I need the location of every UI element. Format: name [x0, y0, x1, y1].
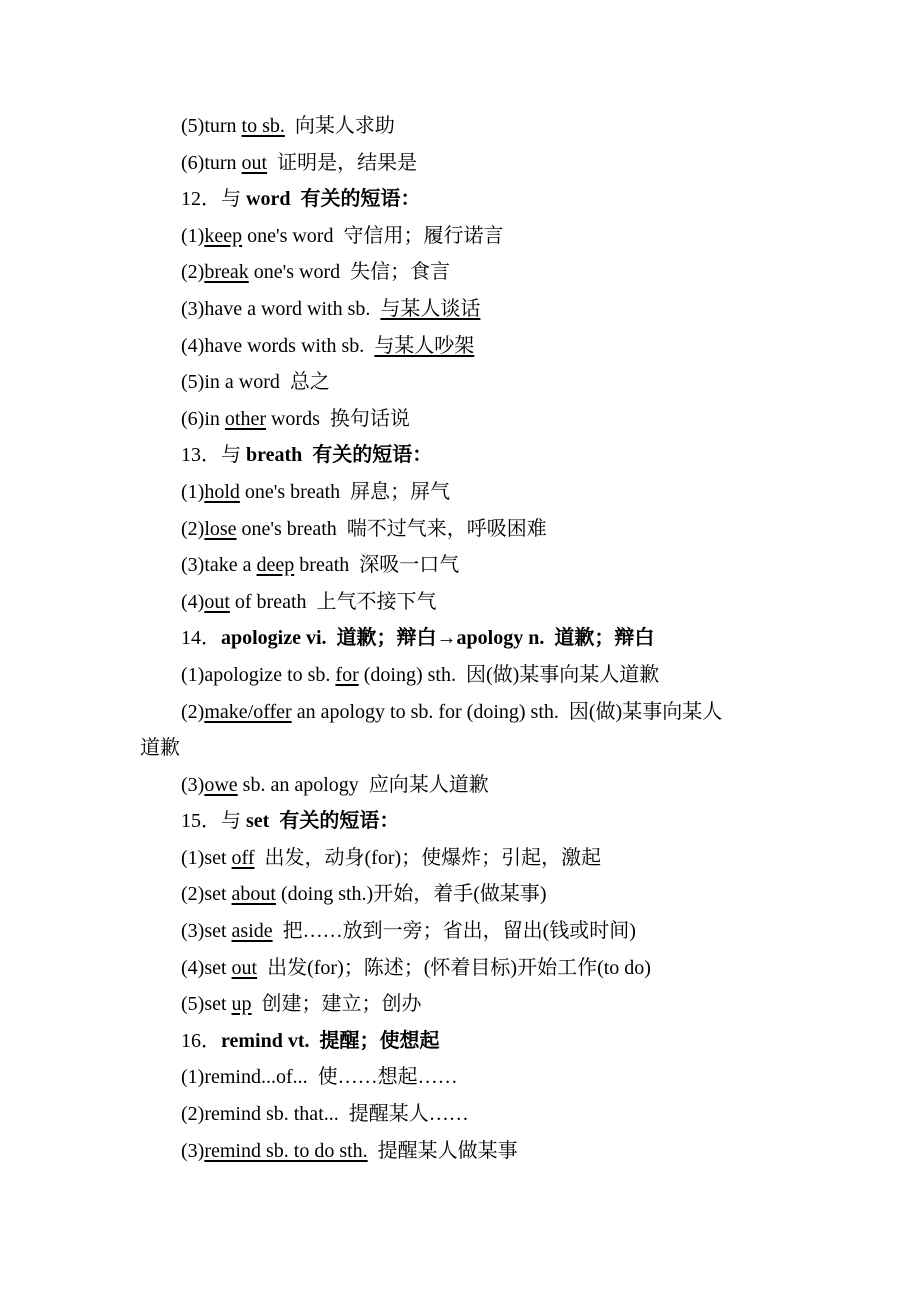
- text-segment: (1): [181, 480, 205, 503]
- text-segment: (2)remind sb. that... 提醒某人……: [181, 1103, 469, 1126]
- text-segment: 出发(for)；陈述；(怀着目标)开始工作(to do): [257, 956, 651, 979]
- text-line: [0, 840, 920, 877]
- text-segment: 12．与: [181, 188, 246, 211]
- underlined-answer: off: [231, 846, 255, 869]
- text-segment: 16．: [181, 1029, 221, 1052]
- underlined-answer: about: [231, 883, 276, 906]
- bold-heading-text: 有关的短语：: [290, 188, 421, 211]
- text-segment: (4)set: [181, 956, 232, 979]
- text-segment: (3)set: [181, 920, 232, 943]
- text-line: [0, 1096, 920, 1133]
- text-segment: 出发，动身(for)；使爆炸；引起，激起: [254, 846, 602, 869]
- text-segment: (1)apologize to sb.: [181, 663, 336, 686]
- text-line: [0, 511, 920, 548]
- underlined-answer: remind sb. to do sth.: [204, 1139, 368, 1162]
- text-segment: words 换句话说: [265, 407, 410, 430]
- text-segment: of breath 上气不接下气: [229, 590, 437, 613]
- text-segment: 创建；建立；创办: [251, 993, 422, 1016]
- text-segment: sb. an apology 应向某人道歉: [237, 773, 489, 796]
- underlined-answer: keep: [204, 224, 243, 247]
- underlined-answer: for: [335, 663, 359, 686]
- underlined-answer: out: [231, 956, 258, 979]
- bold-heading-text: apologize vi. 道歉；辩白→apology n. 道歉；辩白: [221, 627, 655, 650]
- text-line: [0, 145, 920, 182]
- bold-heading-text: 有关的短语：: [269, 810, 400, 833]
- underlined-answer: out: [204, 590, 230, 613]
- text-segment: one's breath 喘不过气来，呼吸困难: [236, 517, 547, 540]
- text-segment: (2)set: [181, 883, 232, 906]
- text-line: [0, 181, 920, 218]
- text-line: [0, 547, 920, 584]
- bold-heading-text: breath: [246, 444, 303, 467]
- text-line: [0, 950, 920, 987]
- text-line: [0, 730, 920, 767]
- underlined-answer: other: [224, 407, 266, 430]
- text-line: [0, 913, 920, 950]
- text-line: [0, 803, 920, 840]
- text-line: [0, 584, 920, 621]
- text-line: [0, 218, 920, 255]
- text-segment: (3): [181, 1139, 205, 1162]
- text-line: [0, 1023, 920, 1060]
- text-segment: 14．: [181, 627, 221, 650]
- text-segment: (6)turn: [181, 151, 242, 174]
- text-line: [0, 474, 920, 511]
- text-line: [0, 291, 920, 328]
- text-segment: (4)have words with sb.: [181, 334, 375, 357]
- bold-heading-text: set: [246, 810, 270, 833]
- text-segment: (1)remind...of... 使……想起……: [181, 1066, 458, 1089]
- underlined-answer: owe: [204, 773, 238, 796]
- text-segment: (2): [181, 261, 205, 284]
- text-segment: 道歉: [140, 737, 180, 760]
- text-segment: 13．与: [181, 444, 246, 467]
- underlined-answer: 与某人谈话: [380, 297, 481, 320]
- bold-heading-text: word: [246, 188, 291, 211]
- text-line: [0, 401, 920, 438]
- text-segment: 向某人求助: [284, 115, 395, 137]
- underlined-answer: aside: [231, 920, 273, 943]
- text-segment: 证明是，结果是: [267, 151, 418, 174]
- text-line: [0, 620, 920, 657]
- text-line: [0, 1059, 920, 1096]
- text-line: [0, 328, 920, 365]
- text-segment: an apology to sb. for (doing) sth. 因(做)某事向某人: [291, 700, 723, 723]
- text-segment: one's word 失信；食言: [248, 261, 451, 284]
- text-segment: (1): [181, 224, 205, 247]
- text-line: [0, 694, 920, 731]
- text-line: [0, 364, 920, 401]
- text-line: [0, 1133, 920, 1170]
- underlined-answer: out: [241, 151, 268, 174]
- text-segment: one's breath 屏息；屏气: [239, 480, 451, 503]
- text-line: [0, 657, 920, 694]
- text-segment: (3)have a word with sb.: [181, 297, 381, 320]
- underlined-answer: break: [204, 261, 249, 284]
- text-line: [0, 437, 920, 474]
- text-segment: 把……放到一旁；省出，留出(钱或时间): [272, 920, 636, 943]
- text-line: [0, 876, 920, 913]
- text-segment: (doing) sth. 因(做)某事向某人道歉: [358, 663, 660, 686]
- text-segment: (4): [181, 590, 205, 613]
- bold-heading-text: 有关的短语：: [302, 444, 433, 467]
- text-segment: (2): [181, 700, 205, 723]
- underlined-answer: hold: [204, 480, 240, 503]
- text-line: [0, 767, 920, 804]
- text-line: [0, 108, 920, 145]
- text-segment: (6)in: [181, 407, 225, 430]
- text-segment: (1)set: [181, 846, 232, 869]
- underlined-answer: up: [231, 993, 252, 1016]
- underlined-answer: to sb.: [241, 115, 285, 137]
- text-segment: one's word 守信用；履行诺言: [242, 224, 504, 247]
- underlined-answer: deep: [256, 554, 295, 577]
- underlined-answer: make/offer: [204, 700, 292, 723]
- bold-heading-text: remind vt. 提醒；使想起: [221, 1029, 440, 1052]
- text-segment: (5)in a word 总之: [181, 371, 330, 394]
- text-segment: breath 深吸一口气: [294, 554, 460, 577]
- text-segment: (doing sth.)开始，着手(做某事): [275, 883, 547, 906]
- underlined-answer: lose: [204, 517, 237, 540]
- document-page: [0, 108, 920, 1169]
- text-segment: (5)turn: [181, 115, 242, 137]
- text-segment: 15．与: [181, 810, 246, 833]
- text-segment: (2): [181, 517, 205, 540]
- text-segment: (5)set: [181, 993, 232, 1016]
- underlined-answer: 与某人吵架: [374, 334, 475, 357]
- text-line: [0, 986, 920, 1023]
- text-segment: (3): [181, 773, 205, 796]
- text-line: [0, 254, 920, 291]
- text-segment: 提醒某人做某事: [367, 1139, 518, 1162]
- text-segment: (3)take a: [181, 554, 257, 577]
